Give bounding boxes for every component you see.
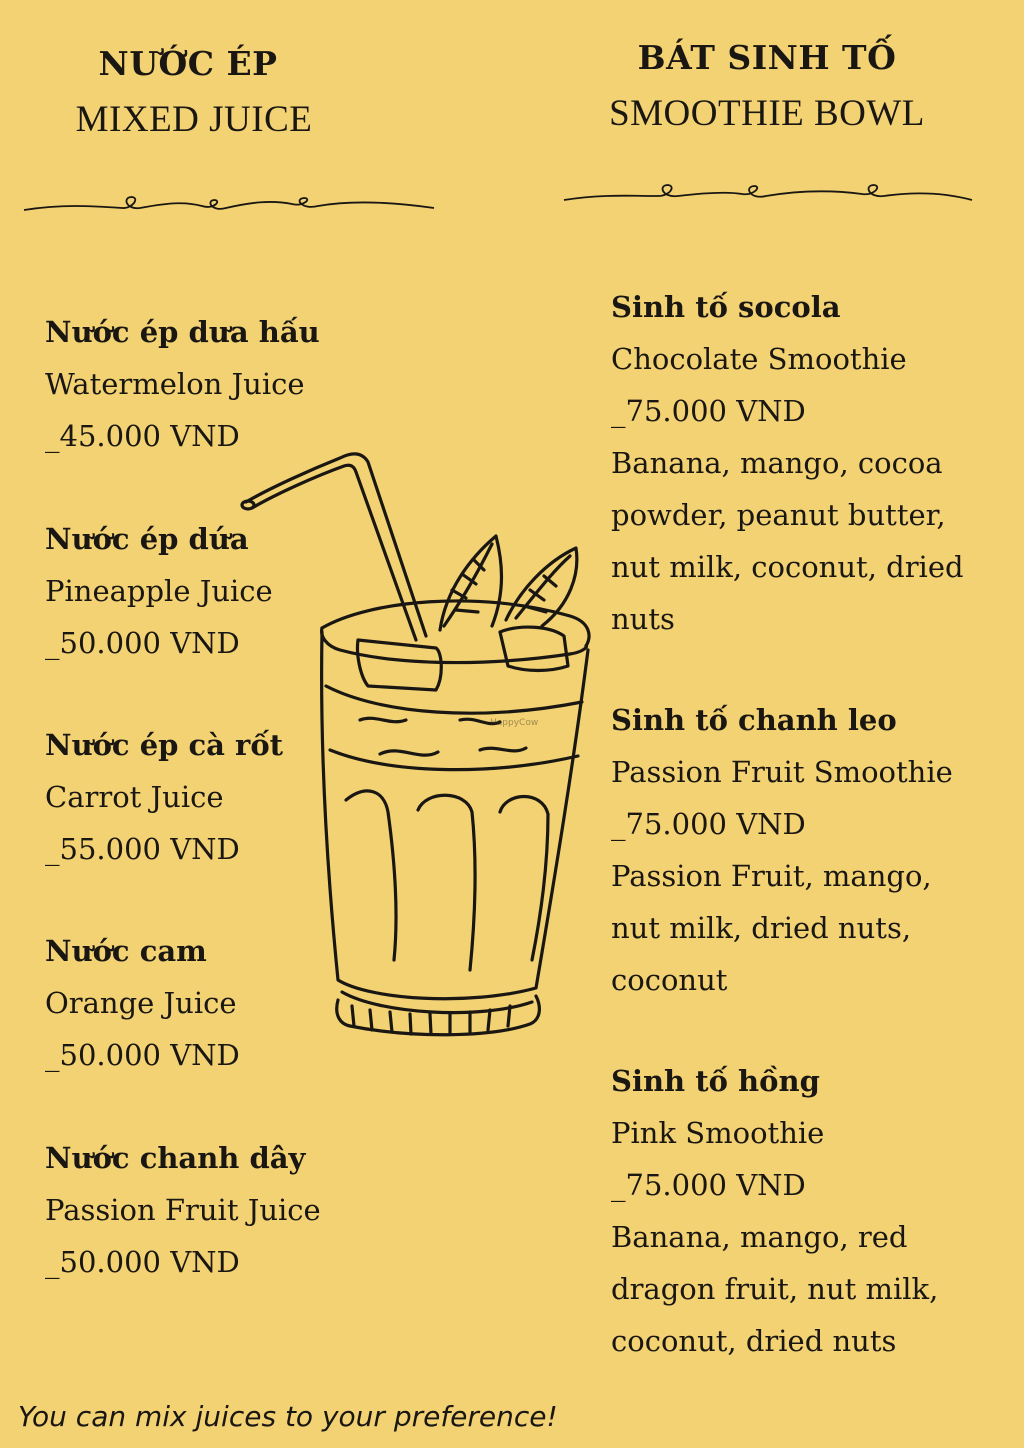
juice-name-en: Carrot Juice bbox=[45, 780, 224, 814]
happycow-watermark: HappyCow bbox=[490, 718, 539, 728]
smoothie-title-en: SMOOTHIE BOWL bbox=[609, 93, 925, 134]
smoothie-ingredients-line: dragon fruit, nut milk, bbox=[611, 1272, 939, 1306]
smoothie-name-vn: Sinh tố hồng bbox=[611, 1064, 820, 1098]
smoothie-name-vn: Sinh tố chanh leo bbox=[611, 703, 897, 737]
smoothie-name-en: Passion Fruit Smoothie bbox=[611, 755, 953, 789]
juice-name-vn: Nước chanh dây bbox=[45, 1141, 306, 1175]
juice-item bbox=[45, 1132, 365, 1288]
juice-name-vn: Nước ép dưa hấu bbox=[45, 315, 320, 349]
smoothie-ingredients-line: nut milk, coconut, dried bbox=[611, 550, 964, 584]
flourish-divider-right bbox=[562, 180, 974, 210]
smoothie-ingredients-line: Passion Fruit, mango, bbox=[611, 859, 932, 893]
juice-name-en: Orange Juice bbox=[45, 986, 237, 1020]
juice-item bbox=[45, 306, 365, 462]
juice-name-vn: Nước cam bbox=[45, 934, 207, 968]
juice-name-en: Passion Fruit Juice bbox=[45, 1193, 321, 1227]
juice-price: _55.000 VND bbox=[45, 832, 240, 866]
juice-price: _50.000 VND bbox=[45, 1245, 240, 1279]
smoothie-item bbox=[611, 281, 1001, 645]
smoothie-name-vn: Sinh tố socola bbox=[611, 290, 841, 324]
smoothie-title-vn: BÁT SINH TỐ bbox=[637, 38, 897, 77]
juice-title-en: MIXED JUICE bbox=[75, 99, 313, 140]
smoothie-ingredients-line: Banana, mango, red bbox=[611, 1220, 908, 1254]
smoothie-price: _75.000 VND bbox=[611, 1168, 806, 1202]
smoothie-item bbox=[611, 694, 1001, 1006]
smoothie-name-en: Pink Smoothie bbox=[611, 1116, 825, 1150]
smoothie-price: _75.000 VND bbox=[611, 394, 806, 428]
juice-price: _50.000 VND bbox=[45, 626, 240, 660]
juice-name-en: Pineapple Juice bbox=[45, 574, 273, 608]
juice-price: _45.000 VND bbox=[45, 419, 240, 453]
smoothie-ingredients-line: coconut, dried nuts bbox=[611, 1324, 897, 1358]
smoothie-price: _75.000 VND bbox=[611, 807, 806, 841]
juice-name-en: Watermelon Juice bbox=[45, 367, 305, 401]
smoothie-item bbox=[611, 1055, 1001, 1367]
juice-name-vn: Nước ép cà rốt bbox=[45, 728, 284, 762]
juice-name-vn: Nước ép dứa bbox=[45, 522, 249, 556]
smoothie-ingredients-line: nuts bbox=[611, 602, 675, 636]
smoothie-glass-icon bbox=[230, 440, 610, 1050]
smoothie-ingredients-line: Banana, mango, cocoa bbox=[611, 446, 943, 480]
smoothie-ingredients-line: powder, peanut butter, bbox=[611, 498, 946, 532]
smoothie-name-en: Chocolate Smoothie bbox=[611, 342, 907, 376]
juice-price: _50.000 VND bbox=[45, 1038, 240, 1072]
smoothie-ingredients-line: coconut bbox=[611, 963, 728, 997]
smoothie-ingredients-line: nut milk, dried nuts, bbox=[611, 911, 912, 945]
flourish-divider-left bbox=[22, 192, 436, 222]
juice-title-vn: NƯỚC ÉP bbox=[98, 44, 278, 83]
footer-note: You can mix juices to your preference! bbox=[18, 1400, 558, 1433]
